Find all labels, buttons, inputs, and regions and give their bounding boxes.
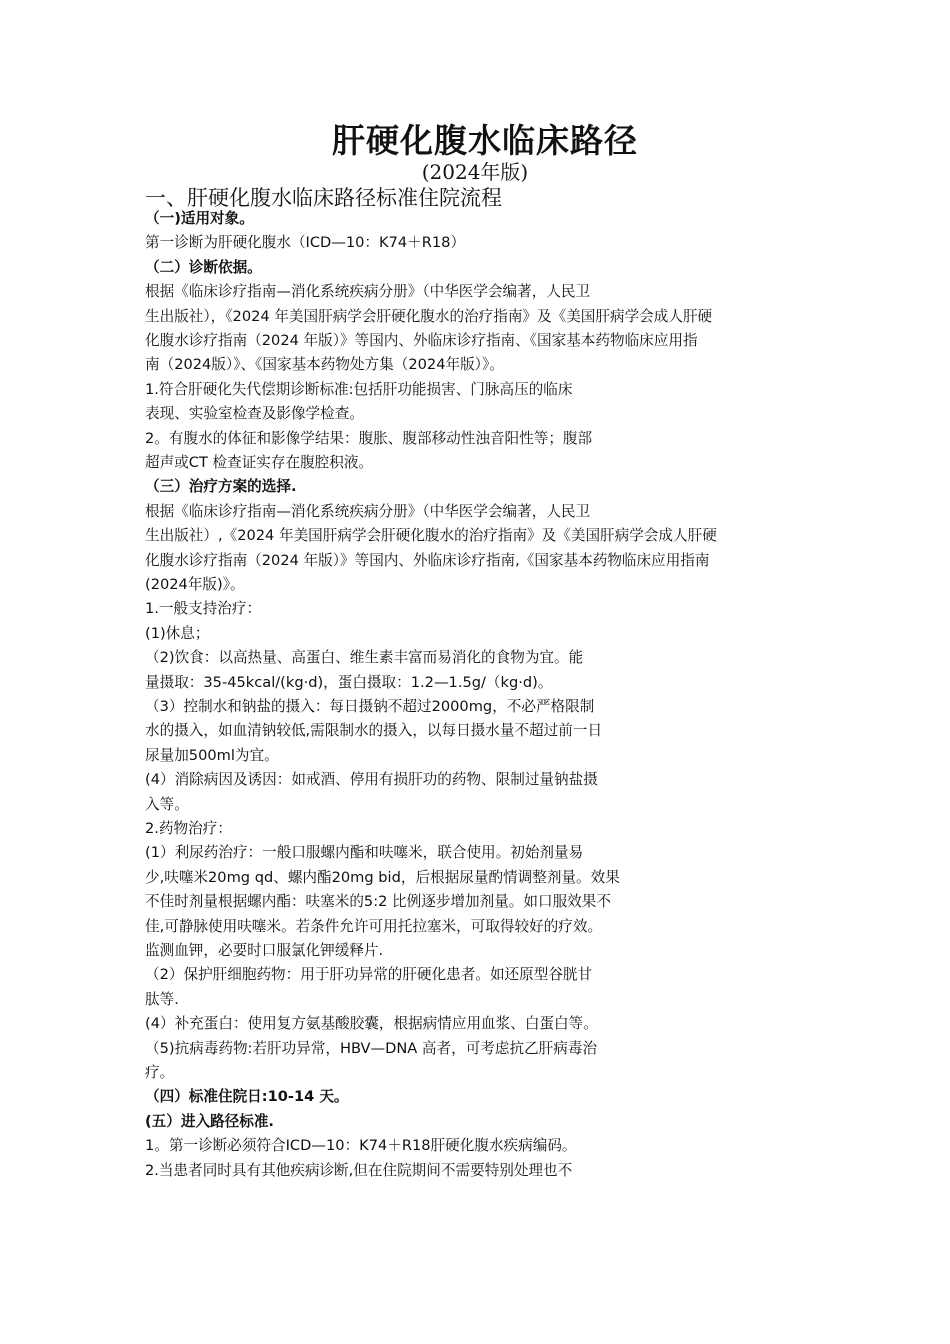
subsection-heading: （四）标准住院日:10-14 天。	[145, 1088, 349, 1106]
text-line: 入等。	[145, 795, 189, 813]
text-line: 佳,可静脉使用呋噻米。若条件允许可用托拉塞米，可取得较好的疗效。	[145, 917, 603, 935]
text-line: 尿量加500ml为宜。	[145, 746, 279, 764]
text-line: 根据《临床诊疗指南—消化系统疾病分册》（中华医学会编著，人民卫	[145, 283, 591, 301]
text-line: 超声或CT 检查证实存在腹腔积液。	[145, 454, 374, 471]
text-line: 肽等.	[145, 990, 179, 1008]
subsection-heading: (五）进入路径标准.	[145, 1112, 274, 1130]
text-line: （2)饮食：以高热量、高蛋白、维生素丰富而易消化的食物为宜。能	[145, 649, 584, 667]
text-line: 根据《临床诊疗指南—消化系统疾病分册》（中华医学会编著，人民卫	[145, 502, 591, 520]
text-line: 生出版社），《2024 年美国肝病学会肝硬化腹水的治疗指南》及《美国肝病学会成人肝硬	[145, 307, 713, 325]
text-line: (1)休息；	[145, 624, 210, 642]
text-line: 少,呋噻米20mg qd、螺内酯20mg bid，后根据尿量酌情调整剂量。效果	[145, 868, 620, 886]
text-line: 南（2024版）》、《国家基本药物处方集（2024年版）》。	[145, 356, 504, 374]
text-line: 化腹水诊疗指南（2024 年版）》等国内、外临床诊疗指南,《国家基本药物临床应用指南	[145, 551, 710, 569]
text-line: （5)抗病毒药物:若肝功异常，HBV—DNA 高者，可考虑抗乙肝病毒治	[145, 1039, 598, 1057]
text-line: 不佳时剂量根据螺内酯：呋塞米的5:2 比例逐步增加剂量。如口服效果不	[145, 893, 611, 911]
section-heading: 一、肝硬化腹水临床路径标准住院流程	[145, 186, 502, 210]
text-line: （3）控制水和钠盐的摄入：每日摄钠不超过2000mg，不必严格限制	[145, 698, 595, 715]
text-line: 水的摄入，如血清钠较低,需限制水的摄入，以每日摄水量不超过前一日	[145, 722, 603, 740]
text-line: 表现、实验室检查及影像学检查。	[145, 405, 364, 423]
text-line: （2）保护肝细胞药物：用于肝功异常的肝硬化患者。如还原型谷胱甘	[145, 966, 593, 984]
text-line: 疗。	[145, 1064, 175, 1081]
text-line: 2.药物治疗：	[145, 820, 232, 837]
text-line: (2024年版)》。	[145, 576, 245, 593]
text-line: (4）补充蛋白：使用复方氨基酸胶囊，根据病情应用血浆、白蛋白等。	[145, 1015, 598, 1033]
text-line: 监测血钾，必要时口服氯化钾缓释片.	[145, 942, 384, 959]
subsection-heading: （三）治疗方案的选择.	[145, 478, 297, 496]
text-line: 2。有腹水的体征和影像学结果：腹胀、腹部移动性浊音阳性等；腹部	[145, 429, 593, 447]
text-line: 化腹水诊疗指南（2024 年版）》等国内、外临床诊疗指南、《国家基本药物临床应用指	[145, 332, 698, 349]
subsection-heading: （一)适用对象。	[145, 210, 254, 227]
text-line: 2.当患者同时具有其他疾病诊断,但在住院期间不需要特别处理也不	[145, 1161, 573, 1179]
text-line: 第一诊断为肝硬化腹水（ICD—10：K74＋R18）	[145, 234, 466, 252]
document-title: 肝硬化腹水临床路径	[332, 121, 638, 160]
text-line: 生出版社）,《2024 年美国肝病学会肝硬化腹水的治疗指南》及《美国肝病学会成人肝硬	[145, 527, 717, 545]
document-subtitle: (2024年版)	[421, 160, 529, 184]
text-line: 1.一般支持治疗：	[145, 600, 262, 618]
subsection-heading: （二）诊断依据。	[145, 258, 262, 276]
text-line: (4）消除病因及诱因：如戒酒、停用有损肝功的药物、限制过量钠盐摄	[145, 771, 598, 789]
text-line: 1。第一诊断必须符合ICD—10：K74＋R18肝硬化腹水疾病编码。	[145, 1137, 577, 1155]
text-line: 1.符合肝硬化失代偿期诊断标准:包括肝功能损害、门脉高压的临床	[145, 380, 573, 398]
text-line: 量摄取：35-45kcal/(kg·d)，蛋白摄取：1.2—1.5g/（kg·d)。	[145, 673, 553, 691]
text-line: (1）利尿药治疗：一般口服螺内酯和呋噻米，联合使用。初始剂量易	[145, 844, 584, 862]
